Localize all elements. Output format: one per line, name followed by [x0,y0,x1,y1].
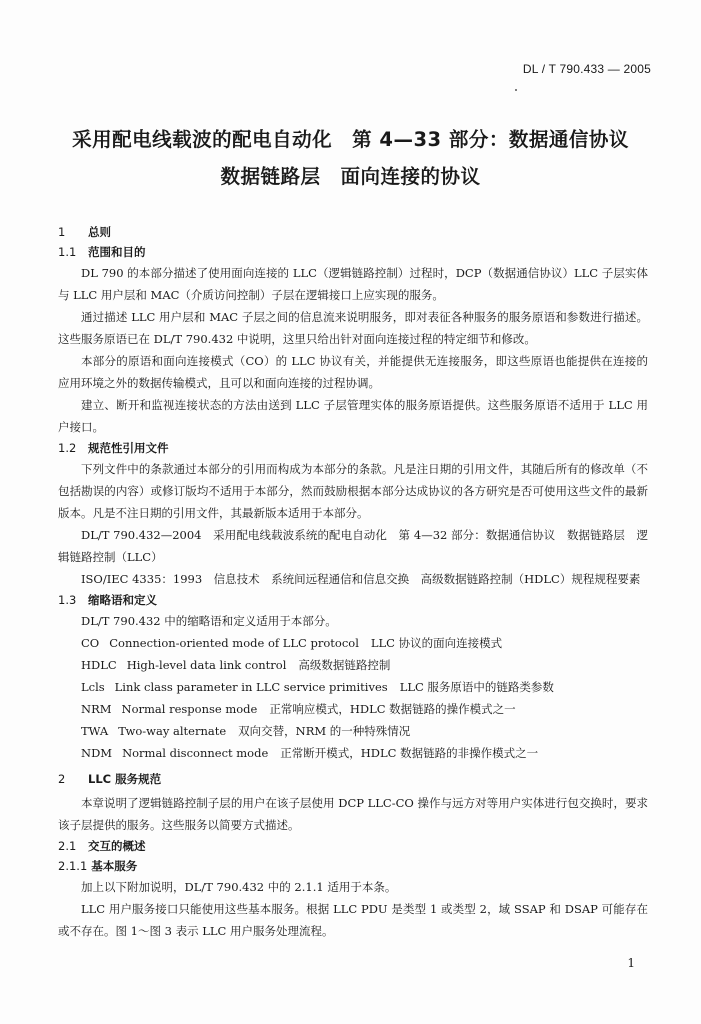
section-1-1-heading [58,242,648,262]
paragraph: DL/T 790.432 中的缩略语和定义适用于本部分。 [81,614,337,628]
section-title: 基本服务 [91,859,138,873]
abbreviation-item [58,698,648,720]
section-number: 1.1 [58,245,77,259]
abbreviation-item [58,720,648,742]
paragraph: 下列文件中的条款通过本部分的引用而构成为本部分的条款。凡是注日期的引用文件，其随后所有的修改单（不包括勘误的内容）或修订版均不适用于本部分，然而鼓励根据本部分达成协议的各方研究是否可使用这些文件的最新版本。凡是不注日期的引用文件，其最新版本适用于本部分。 [58,462,648,520]
paragraph: 加上以下附加说明，DL/T 790.432 中的 2.1.1 适用于本条。 [81,880,397,894]
section-1-heading [58,222,648,242]
document-body [58,222,648,942]
abbreviation-item [58,676,648,698]
section-title: 交互的概述 [88,839,146,853]
abbreviation-item [58,632,648,654]
abbreviation-chinese: 双向交替，NRM 的一种特殊情况 [238,724,411,738]
abbreviation: TWA [81,724,109,738]
abbreviation-english: Link class parameter in LLC service primitives [114,680,388,694]
section-title: 范围和目的 [88,245,146,259]
section-2-1-heading [58,836,648,856]
abbreviation-english: Normal response mode [121,702,258,716]
abbreviation-english: Normal disconnect mode [122,746,269,760]
abbreviation-english: High-level data link control [126,658,287,672]
abbreviation-item [58,654,648,676]
section-title: 缩略语和定义 [88,593,157,607]
abbreviation: Lcls [81,680,105,694]
abbreviation-chinese: LLC 协议的面向连接模式 [370,636,503,650]
section-title: LLC 服务规范 [88,772,162,786]
section-title: 规范性引用文件 [88,441,169,455]
abbreviation: HDLC [81,658,117,672]
paragraph: 本部分的原语和面向连接模式（CO）的 LLC 协议有关，并能提供无连接服务，即这些原语也能提供在连接的应用环境之外的数据传输模式，且可以和面向连接的过程协调。 [58,354,648,390]
paragraph: 本章说明了逻辑链路控制子层的用户在该子层使用 DCP LLC-CO 操作与远方对等用户实体进行包交换时，要求该子层提供的服务。这些服务以简要方式描述。 [58,796,648,832]
abbreviation-english: Connection-oriented mode of LLC protocol [109,636,359,650]
abbreviation-chinese: LLC 服务原语中的链路类参数 [399,680,554,694]
abbreviation: NRM [81,702,112,716]
abbreviation-chinese: 高级数据链路控制 [298,658,391,672]
normative-reference: ISO/IEC 4335：1993 信息技术 系统间远程通信和信息交换 高级数据链路控制（HDLC）规程规程要素 [81,572,641,586]
paragraph: 通过描述 LLC 用户层和 MAC 子层之间的信息流来说明服务，即对表征各种服务的服务原语和参数进行描述。这些服务原语已在 DL/T 790.432 中说明，这里只给出针对面向连接过程的特定细节和修改。 [58,310,648,346]
section-number: 2.1 [58,839,77,853]
section-1-3-heading [58,590,648,610]
section-number: 2 [58,772,66,786]
section-1-2-heading [58,438,648,458]
scan-speck [515,89,517,91]
abbreviation: CO [81,636,100,650]
abbreviation-item [58,742,648,764]
document-title-line1: 采用配电线载波的配电自动化 第 4—33 部分：数据通信协议 [72,128,629,151]
section-number: 1 [58,225,66,239]
section-title: 总则 [88,225,111,239]
page-number: 1 [627,956,635,970]
abbreviation-chinese: 正常响应模式，HDLC 数据链路的操作模式之一 [269,702,516,716]
section-number: 1.2 [58,441,77,455]
section-2-heading [58,769,648,789]
paragraph: LLC 用户服务接口只能使用这些基本服务。根据 LLC PDU 是类型 1 或类型 2，域 SSAP 和 DSAP 可能存在或不存在。图 1～图 3 表示 LLC 用户服务处理流程。 [58,902,648,938]
section-number: 1.3 [58,593,77,607]
paragraph: DL 790 的本部分描述了使用面向连接的 LLC（逻辑链路控制）过程时，DCP（数据通信协议）LLC 子层实体与 LLC 用户层和 MAC（介质访问控制）子层在逻辑接口上应实现的服务。 [58,266,648,302]
section-2-1-1-heading [58,856,648,876]
paragraph: 建立、断开和监视连接状态的方法由送到 LLC 子层管理实体的服务原语提供。这些服务原语不适用于 LLC 用户接口。 [58,398,648,434]
section-number: 2.1.1 [58,859,88,873]
standard-code: DL / T 790.433 — 2005 [522,62,651,76]
abbreviation: NDM [81,746,113,760]
normative-reference: DL/T 790.432—2004 采用配电线载波系统的配电自动化 第 4—32 部分：数据通信协议 数据链路层 逻辑链路控制（LLC） [58,528,648,564]
abbreviation-chinese: 正常断开模式，HDLC 数据链路的非操作模式之一 [280,746,539,760]
abbreviation-english: Two-way alternate [118,724,227,738]
document-title-line2: 数据链路层 面向连接的协议 [220,165,481,188]
